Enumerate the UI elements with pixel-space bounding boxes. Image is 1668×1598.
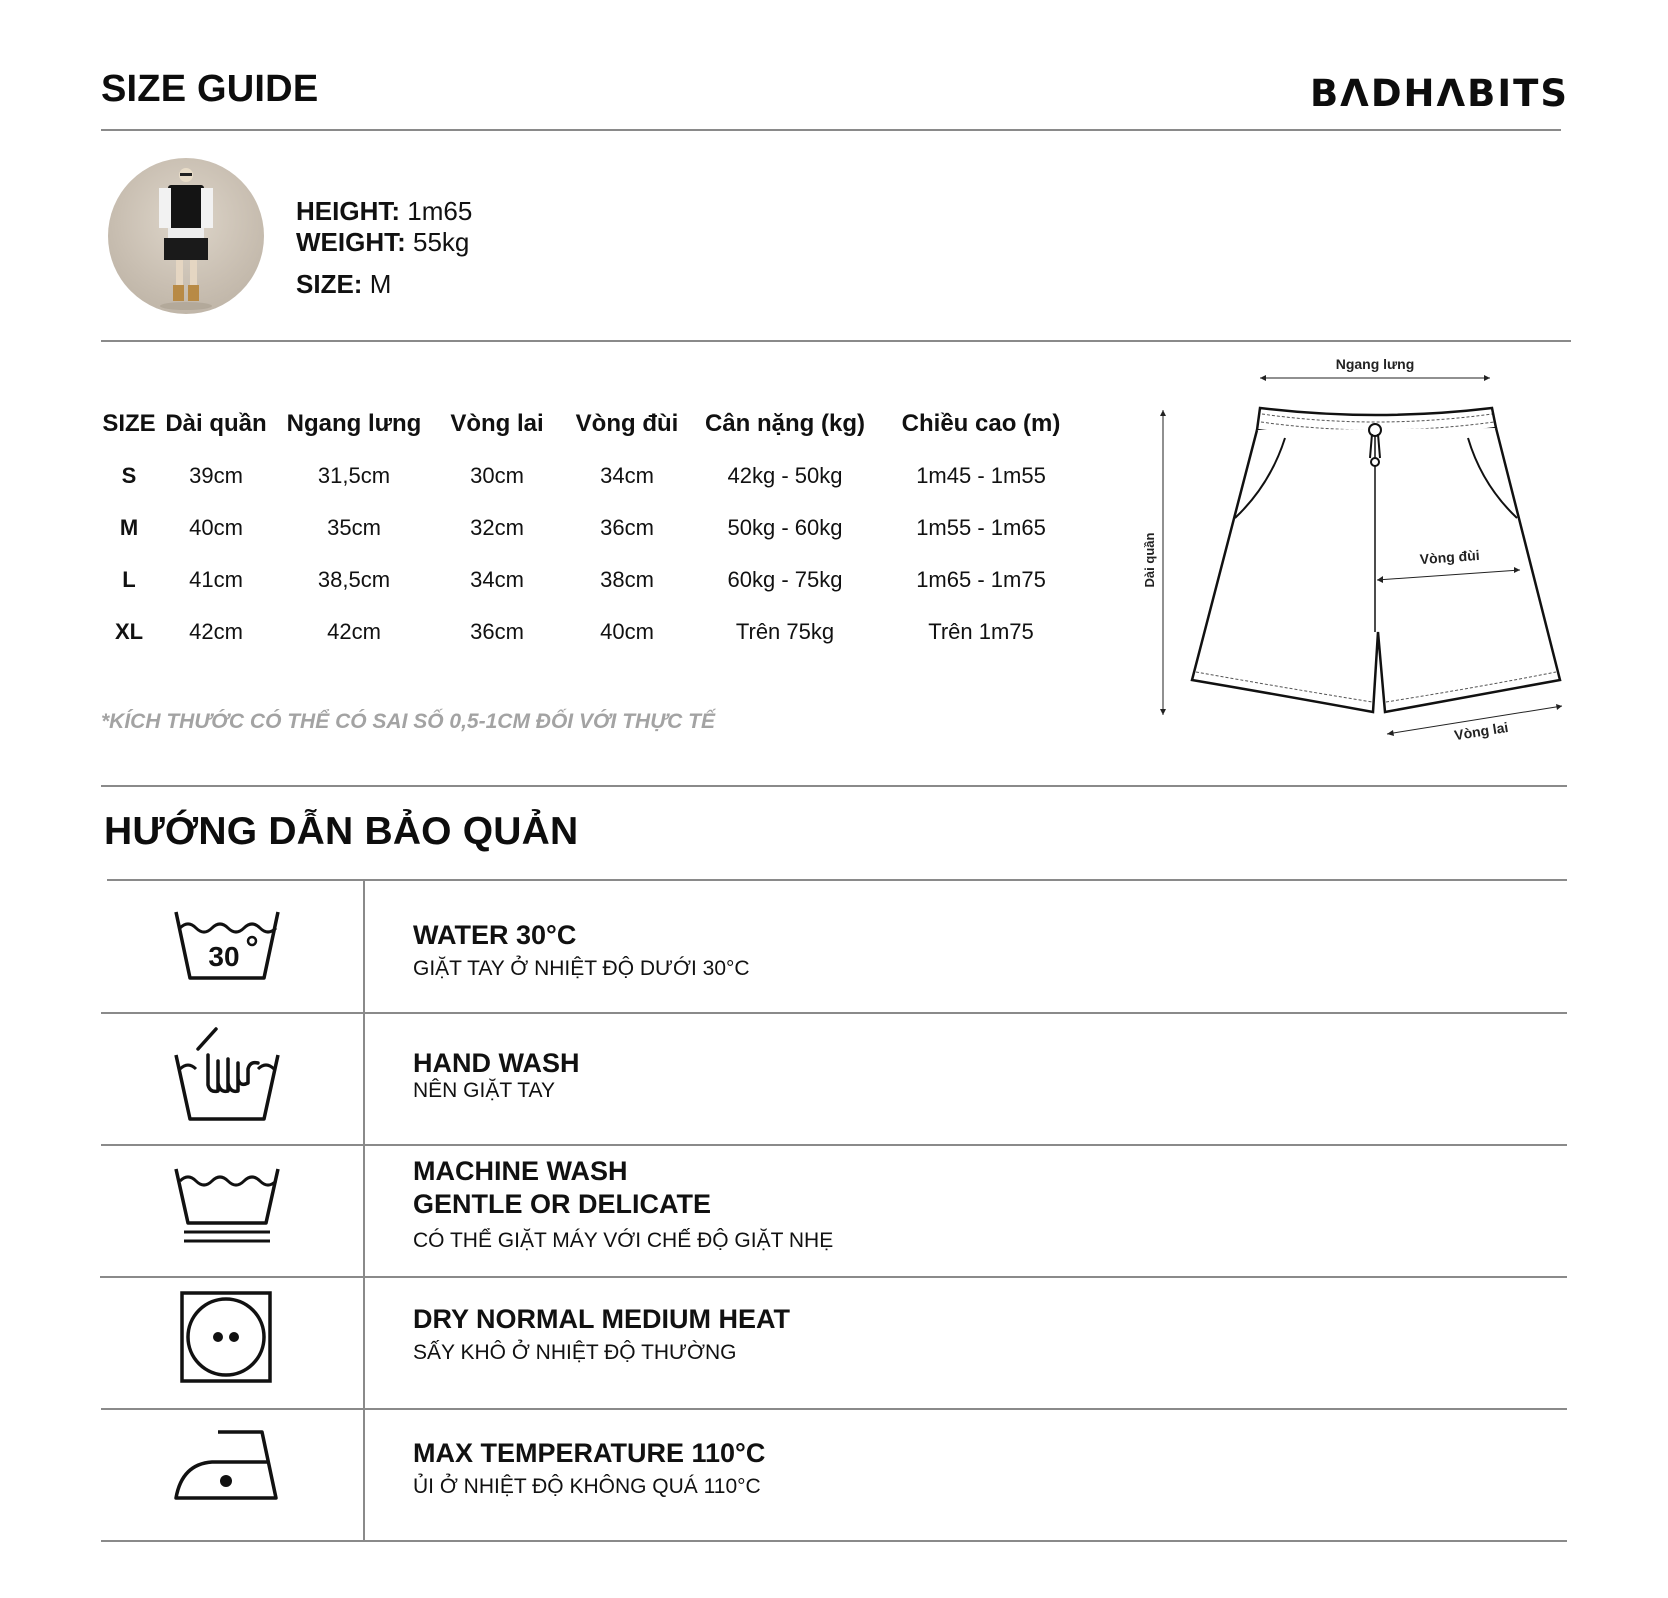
shorts-diagram	[1130, 350, 1570, 750]
cell: Trên 75kg	[735, 619, 835, 644]
table-row	[100, 606, 1086, 658]
cell: 34cm	[470, 567, 524, 592]
care-row-line	[101, 1408, 1567, 1410]
model-weight	[296, 226, 469, 258]
hand-wash-icon	[172, 1025, 282, 1121]
cell-size: XL	[114, 619, 144, 644]
size-label: SIZE:	[296, 269, 363, 299]
col-header-length: Dài quần	[165, 410, 267, 437]
care-item-subtitle: CÓ THỂ GIẶT MÁY VỚI CHẾ ĐỘ GIẶT NHẸ	[413, 1229, 834, 1252]
col-header-height: Chiều cao (m)	[901, 410, 1061, 437]
wash-temperature-text: 30	[208, 941, 240, 972]
table-row	[100, 450, 1086, 502]
table-row	[100, 554, 1086, 606]
care-item-title: HAND WASH	[413, 1048, 580, 1078]
col-header-weight: Cân nặng (kg)	[705, 410, 865, 437]
model-height	[296, 195, 472, 227]
cell: 41cm	[189, 567, 243, 592]
model-size	[296, 268, 391, 300]
waist-label: Ngang lưng	[1335, 356, 1415, 372]
thigh-label: Vòng đùi	[1419, 546, 1481, 568]
model-divider	[101, 340, 1571, 342]
cell: 36cm	[600, 515, 654, 540]
cell: 42cm	[327, 619, 381, 644]
brand-logo: BΛDHΛBITS	[1309, 72, 1569, 115]
care-row-line	[101, 1144, 1567, 1146]
machine-wash-gentle-icon	[172, 1165, 282, 1245]
iron-medium-icon	[172, 1428, 282, 1502]
cell: 35cm	[327, 515, 381, 540]
care-item-subtitle: ỦI Ở NHIỆT ĐỘ KHÔNG QUÁ 110°C	[413, 1475, 761, 1498]
col-header-size: SIZE	[102, 410, 156, 437]
size-table-header	[100, 398, 1086, 450]
cell: Trên 1m75	[928, 619, 1034, 644]
care-item-title: MAX TEMPERATURE 110°C	[413, 1438, 766, 1468]
height-label: HEIGHT:	[296, 196, 400, 226]
hem-label: Vòng lai	[1453, 718, 1510, 744]
cell: 1m55 - 1m65	[916, 515, 1046, 540]
header-divider	[101, 129, 1561, 131]
col-header-waist: Ngang lưng	[286, 410, 422, 437]
cell: 1m65 - 1m75	[916, 567, 1046, 592]
cell: 42cm	[189, 619, 243, 644]
weight-label: WEIGHT:	[296, 227, 406, 257]
cell-size: L	[122, 567, 136, 592]
care-item-subtitle: SẤY KHÔ Ở NHIỆT ĐỘ THƯỜNG	[413, 1341, 737, 1364]
page-title: SIZE GUIDE	[101, 68, 319, 110]
weight-value: 55kg	[413, 227, 470, 257]
cell: 39cm	[189, 463, 243, 488]
care-title: HƯỚNG DẪN BẢO QUẢN	[104, 810, 579, 853]
length-label: Dài quần	[1142, 532, 1157, 588]
cell-size: M	[119, 515, 139, 540]
care-item-title: WATER 30°C	[413, 920, 577, 950]
table-row	[100, 502, 1086, 554]
care-row-line	[100, 1276, 1567, 1278]
care-row-line-top	[107, 879, 1567, 881]
cell: 31,5cm	[317, 463, 391, 488]
cell: 40cm	[600, 619, 654, 644]
care-item-subtitle: NÊN GIẶT TAY	[413, 1079, 555, 1102]
cell: 32cm	[470, 515, 524, 540]
cell: 36cm	[470, 619, 524, 644]
care-column-divider	[363, 880, 365, 1541]
cell: 38cm	[600, 567, 654, 592]
size-note: *KÍCH THƯỚC CÓ THỂ CÓ SAI SỐ 0,5-1CM ĐỐI VỚI THỰC TẾ	[101, 710, 716, 733]
cell: 42kg - 50kg	[727, 463, 843, 488]
cell-size: S	[121, 463, 137, 488]
cell: 1m45 - 1m55	[916, 463, 1046, 488]
care-item-title-line2: GENTLE OR DELICATE	[413, 1189, 712, 1219]
care-item-title: DRY NORMAL MEDIUM HEAT	[413, 1304, 790, 1334]
cell: 60kg - 75kg	[727, 567, 843, 592]
cell: 50kg - 60kg	[727, 515, 843, 540]
care-row-line-bottom	[101, 1540, 1567, 1542]
cell: 30cm	[470, 463, 524, 488]
size-section-divider	[101, 785, 1567, 787]
care-item-subtitle: GIẶT TAY Ở NHIỆT ĐỘ DƯỚI 30°C	[413, 957, 750, 980]
cell: 38,5cm	[317, 567, 391, 592]
tumble-dry-medium-icon	[180, 1291, 272, 1383]
size-table	[100, 398, 1086, 658]
model-avatar	[108, 158, 264, 314]
cell: 40cm	[189, 515, 243, 540]
wash-30-icon	[172, 908, 282, 982]
care-item-title: MACHINE WASH	[413, 1156, 628, 1186]
height-value: 1m65	[407, 196, 473, 226]
cell: 34cm	[600, 463, 654, 488]
size-value: M	[369, 269, 392, 299]
col-header-thigh: Vòng đùi	[575, 410, 679, 437]
col-header-hem: Vòng lai	[450, 410, 544, 437]
care-row-line	[101, 1012, 1567, 1014]
